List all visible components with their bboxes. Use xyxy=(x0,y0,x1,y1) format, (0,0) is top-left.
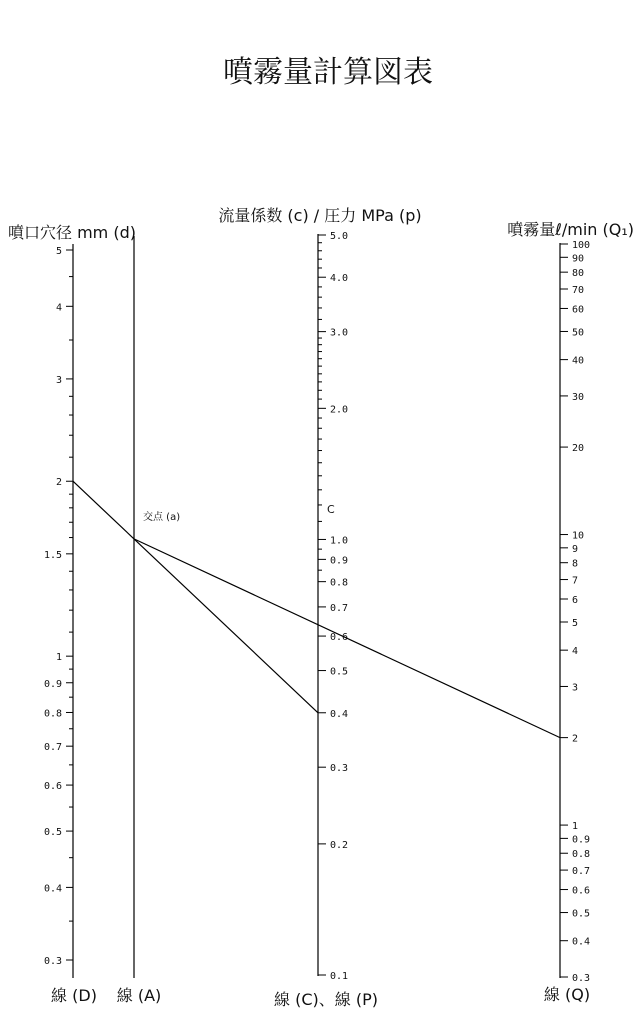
p-tick-label: 1.0 xyxy=(330,535,349,547)
d-tick-label: 0.4 xyxy=(43,883,62,895)
q-tick-label: 8 xyxy=(572,558,579,570)
q-tick-label: 40 xyxy=(572,355,585,367)
d-axis-title: 噴口穴径 mm (d) xyxy=(8,223,136,242)
q-tick-label: 50 xyxy=(572,327,585,339)
d-tick-label: 0.6 xyxy=(43,781,62,793)
q-tick-label: 90 xyxy=(572,253,585,265)
intersection-a-label: 交点 (a) xyxy=(143,512,181,523)
p-tick-label: 0.4 xyxy=(330,708,349,720)
construction-line-d-to-p xyxy=(73,481,318,713)
p-tick-label: 2.0 xyxy=(330,404,349,416)
q-scale xyxy=(560,240,590,984)
q-tick-label: 100 xyxy=(572,240,591,251)
q-tick-label: 0.9 xyxy=(572,834,591,846)
p-scale xyxy=(318,231,348,982)
d-tick-label: 0.5 xyxy=(43,827,62,839)
q-tick-label: 4 xyxy=(572,646,579,658)
q-tick-label: 0.8 xyxy=(572,849,591,861)
p-tick-label: 0.3 xyxy=(330,763,349,775)
center-axis-title: 流量係数 (c) / 圧力 MPa (p) xyxy=(218,206,422,225)
q-tick-label: 60 xyxy=(572,304,585,316)
q-tick-label: 0.5 xyxy=(572,908,591,920)
d-tick-label: 1.5 xyxy=(43,549,62,561)
q-tick-label: 70 xyxy=(572,285,585,297)
q-tick-label: 20 xyxy=(572,443,585,455)
d-tick-label: 1 xyxy=(55,652,62,664)
q-tick-label: 9 xyxy=(572,543,579,555)
point-c-label: C xyxy=(327,503,335,516)
d-tick-label: 0.3 xyxy=(43,956,62,967)
d-tick-label: 5 xyxy=(55,246,62,257)
p-tick-label: 4.0 xyxy=(330,273,349,285)
line-q-label: 線 (Q) xyxy=(543,985,591,1004)
p-tick-label: 0.6 xyxy=(330,632,349,644)
q-tick-label: 2 xyxy=(572,733,579,745)
q-tick-label: 5 xyxy=(572,618,579,630)
p-tick-label: 0.7 xyxy=(330,602,349,614)
q-tick-label: 7 xyxy=(572,575,579,587)
q-tick-label: 0.4 xyxy=(572,936,591,948)
d-tick-label: 0.8 xyxy=(43,708,62,720)
q-tick-label: 0.7 xyxy=(572,866,591,878)
d-tick-label: 4 xyxy=(55,302,62,314)
line-cp-label: 線 (C)、線 (P) xyxy=(274,990,378,1009)
q-tick-label: 80 xyxy=(572,268,585,280)
d-tick-label: 3 xyxy=(55,374,62,386)
q-axis-title: 噴霧量ℓ/min (Q₁) xyxy=(507,220,634,239)
p-tick-label: 0.2 xyxy=(330,839,349,851)
q-tick-label: 1 xyxy=(572,821,579,833)
p-tick-label: 3.0 xyxy=(330,327,349,339)
p-tick-label: 0.8 xyxy=(330,577,349,589)
q-tick-label: 30 xyxy=(572,391,585,403)
q-tick-label: 0.6 xyxy=(572,885,591,897)
line-a-label: 線 (A) xyxy=(116,986,162,1005)
q-tick-label: 3 xyxy=(572,682,579,694)
p-tick-label: 0.9 xyxy=(330,555,349,567)
q-tick-label: 0.3 xyxy=(572,973,591,984)
p-tick-label: 0.1 xyxy=(330,971,349,982)
d-tick-label: 0.9 xyxy=(43,678,62,690)
q-tick-label: 6 xyxy=(572,594,579,606)
p-tick-label: 0.5 xyxy=(330,666,349,678)
line-d-label: 線 (D) xyxy=(51,986,97,1005)
q-tick-label: 10 xyxy=(572,530,585,542)
d-tick-label: 2 xyxy=(55,477,62,489)
chart-title: 噴霧量計算図表 xyxy=(223,55,433,90)
d-scale xyxy=(44,246,73,967)
d-tick-label: 0.7 xyxy=(43,742,62,754)
p-tick-label: 5.0 xyxy=(330,231,349,242)
